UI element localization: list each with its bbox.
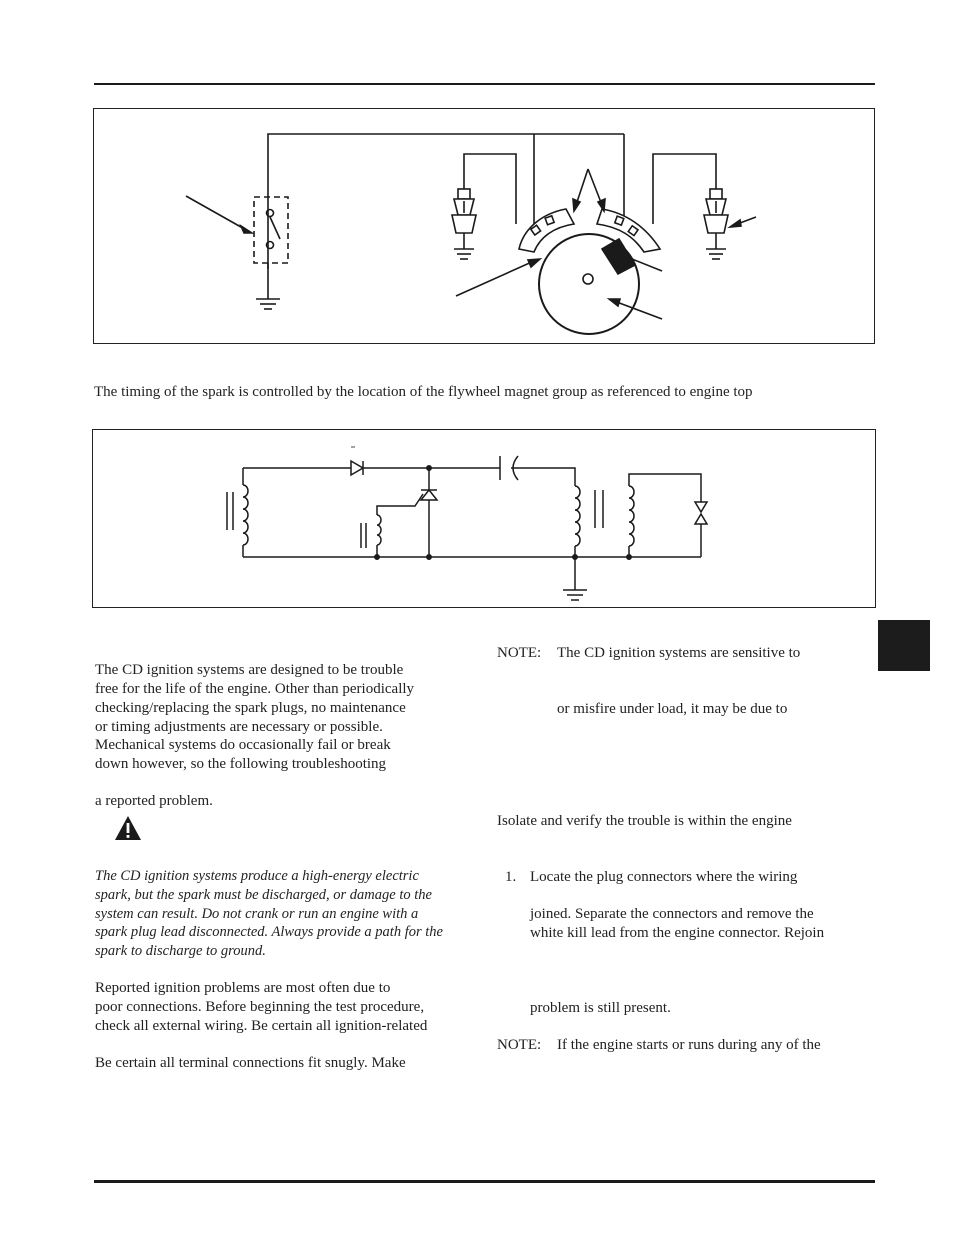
note1-line: The CD ignition systems are sensitive to [557,645,801,661]
step1-line: joined. Separate the connectors and remove the [530,906,814,922]
para1-line: down however, so the following troubleshooting [95,756,387,772]
para2-line: Be certain all terminal connections fit snugly. Make [95,1055,406,1071]
step1-number: 1. [505,869,517,885]
para1-line: or timing adjustments are necessary or possible. [95,719,383,735]
warning-line: spark, but the spark must be discharged, or damage to the [95,887,432,903]
left-plug-lead [464,154,516,224]
para2-line: poor connections. Before beginning the test procedure, [95,999,425,1015]
para2-line: Reported ignition problems are most often due to [95,980,391,996]
section-tab [878,620,930,671]
intro-paragraph: The timing of the spark is controlled by the location of the flywheel magnet group as referenced to engine top [94,384,753,400]
kill-switch [254,197,288,263]
step1-line: Locate the plug connectors where the wiring [530,869,798,885]
footer-rule [94,1180,875,1183]
right-plug-lead [653,154,716,224]
warning-line: spark to discharge to ground. [95,943,266,959]
note1-line: or misfire under load, it may be due to [557,701,788,717]
header-rule [94,83,875,85]
warning-icon [113,814,143,842]
warning-line: spark plug lead disconnected. Always provide a path for the [95,924,443,940]
note2-line: If the engine starts or runs during any of the [557,1037,821,1053]
isolate-paragraph: Isolate and verify the trouble is within the engine [497,813,792,829]
step1-line: problem is still present. [530,1000,671,1016]
para1-line: a reported problem. [95,793,213,809]
ignition-system-diagram [93,108,875,344]
para1-line: checking/replacing the spark plugs, no maintenance [95,700,406,716]
warning-line: system can result. Do not crank or run an engine with a [95,906,419,922]
para2-line: check all external wiring. Be certain all ignition-related [95,1018,428,1034]
step1-line: white kill lead from the engine connector. Rejoin [530,925,825,941]
note2-label: NOTE: [497,1037,542,1053]
left-spark-plug [452,189,476,259]
para1-line: The CD ignition systems are designed to be trouble [95,662,404,678]
note1-label: NOTE: [497,645,542,661]
warning-line: The CD ignition systems produce a high-energy electric [95,868,419,884]
right-spark-plug [704,189,728,259]
para1-line: free for the life of the engine. Other than periodically [95,681,415,697]
para1-line: Mechanical systems do occasionally fail or break [95,737,391,753]
cd-ignition-schematic [92,429,876,608]
